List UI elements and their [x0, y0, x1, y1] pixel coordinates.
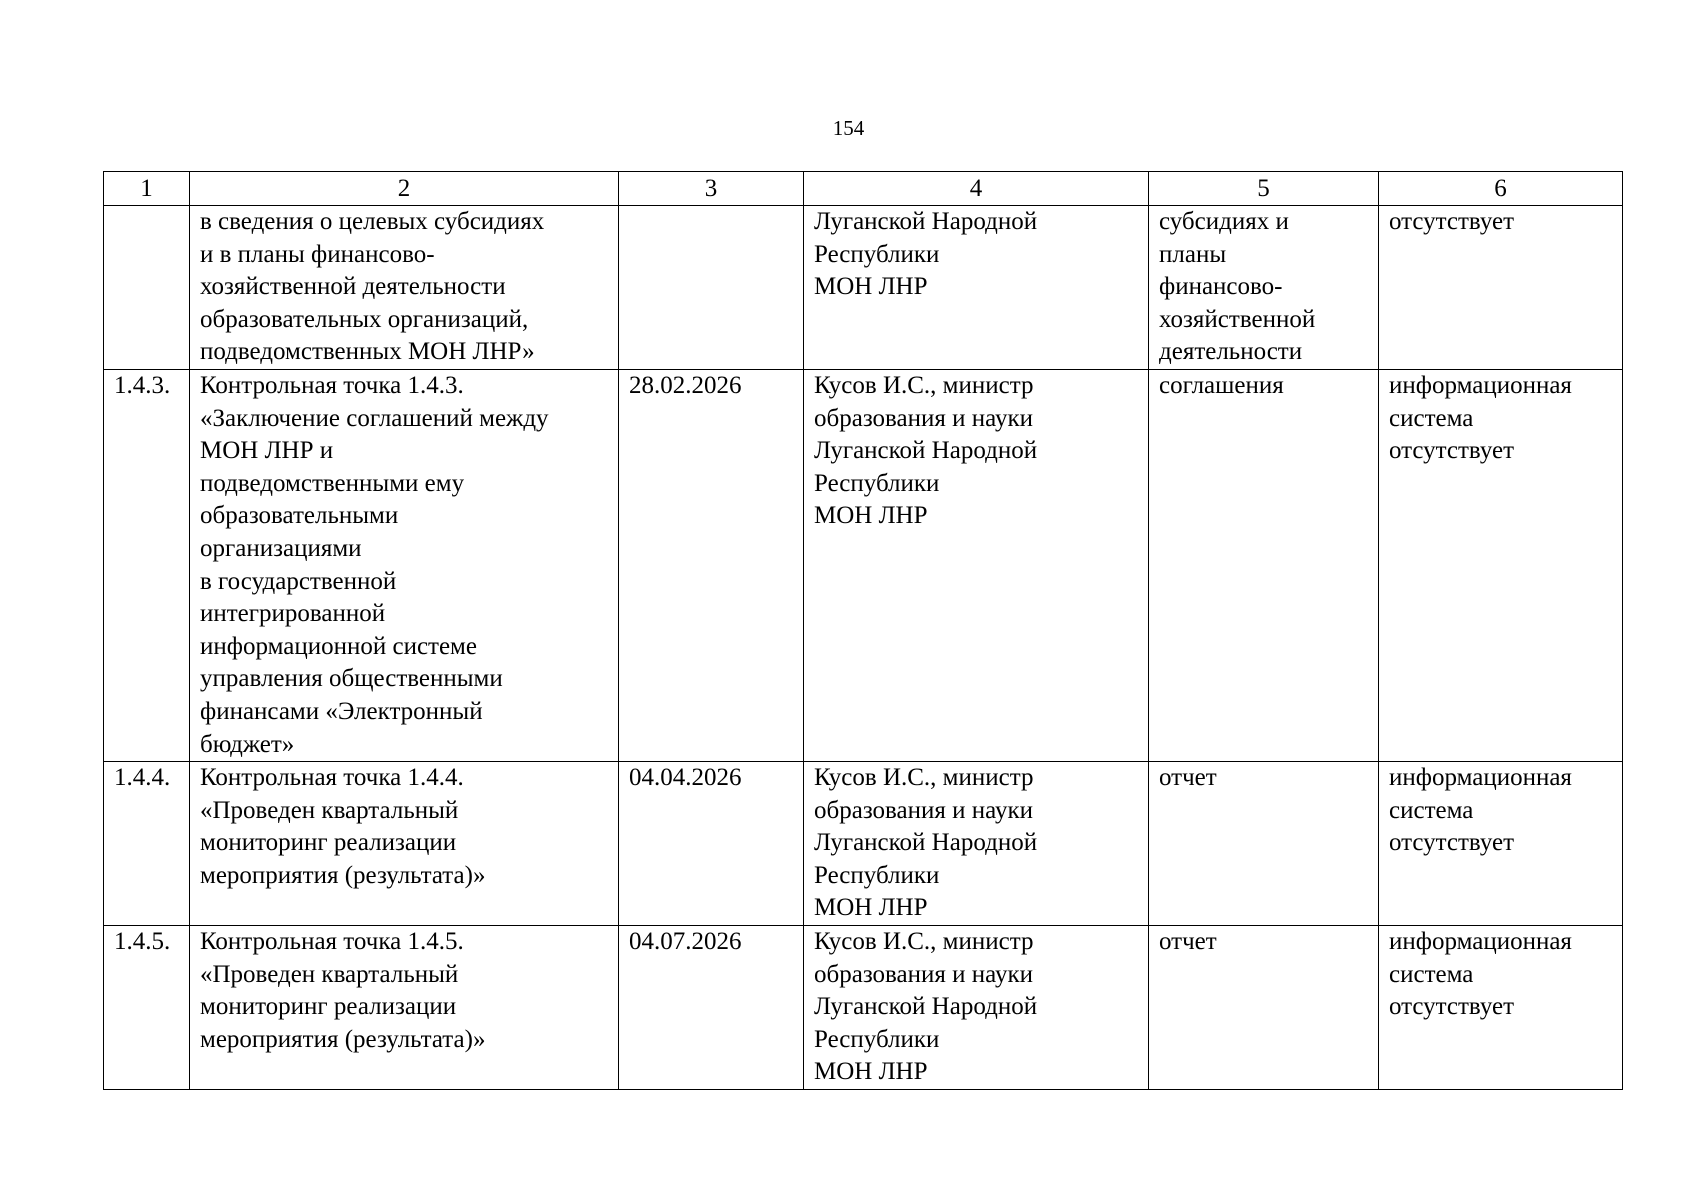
cell-text-line: система [1389, 796, 1474, 824]
cell-text-line: субсидиях и [1159, 208, 1289, 235]
cell-text-line: «Проведен квартальный [200, 796, 459, 824]
cell-text-line: информационная [1389, 764, 1572, 792]
cell-text-line: образования и науки [814, 796, 1033, 824]
info-system-cell [1379, 926, 1623, 1090]
info-system-cell [1379, 369, 1623, 761]
date-cell: 04.07.2026 [619, 926, 804, 1090]
cell-text-line: образовательными [200, 502, 399, 530]
cell-text-line: хозяйственной [1159, 305, 1316, 333]
cell-text-line: Республики [814, 1025, 940, 1053]
cell-text-line: информационная [1389, 371, 1572, 399]
cell-text-line: соглашения [1159, 371, 1284, 399]
cell-text-line: в сведения о целевых субсидиях [200, 208, 545, 235]
cell-text-line: Контрольная точка 1.4.3. [200, 371, 464, 399]
header-cell-1: 1 [104, 172, 190, 206]
cell-text-line: планы [1159, 240, 1227, 268]
date-cell: 04.04.2026 [619, 762, 804, 926]
cell-text-line: финансами «Электронный [200, 697, 483, 725]
cell-text-line: Контрольная точка 1.4.4. [200, 764, 464, 792]
header-cell-5: 5 [1149, 172, 1379, 206]
control-points-table [103, 171, 1623, 1090]
table-header-row [104, 172, 1623, 206]
cell-text-line: информационная [1389, 928, 1572, 956]
cell-text-line: интегрированной [200, 600, 386, 628]
cell-text-line: «Заключение соглашений между [200, 404, 549, 432]
cell-text-line: отчет [1159, 764, 1217, 792]
table-row [104, 926, 1623, 1090]
info-system-cell [1379, 206, 1623, 370]
responsible-cell [804, 762, 1149, 926]
header-cell-2: 2 [190, 172, 619, 206]
cell-text-line: Кусов И.С., министр [814, 928, 1034, 956]
info-system-cell [1379, 762, 1623, 926]
responsible-cell [804, 206, 1149, 370]
document-cell [1149, 762, 1379, 926]
cell-text-line: Луганской Народной [814, 208, 1038, 235]
cell-text-line: управления общественными [200, 665, 503, 693]
cell-text-line: мероприятия (результата)» [200, 861, 486, 889]
cell-text-line: мониторинг реализации [200, 829, 457, 857]
cell-text-line: МОН ЛНР [814, 502, 928, 530]
cell-text-line: организациями [200, 534, 362, 562]
description-cell [190, 762, 619, 926]
document-cell [1149, 369, 1379, 761]
cell-text-line: Кусов И.С., министр [814, 371, 1034, 399]
cell-text-line: и в планы финансово- [200, 240, 435, 268]
table-row [104, 762, 1623, 926]
cell-text-line: отчет [1159, 928, 1217, 956]
row-number-cell: 1.4.5. [104, 926, 190, 1090]
cell-text-line: МОН ЛНР [814, 894, 928, 922]
row-number-cell: 1.4.4. [104, 762, 190, 926]
cell-text-line: мероприятия (результата)» [200, 1025, 486, 1053]
cell-text-line: МОН ЛНР и [200, 437, 334, 465]
date-cell: 28.02.2026 [619, 369, 804, 761]
cell-text-line: МОН ЛНР [814, 1058, 928, 1086]
document-cell [1149, 926, 1379, 1090]
description-cell [190, 369, 619, 761]
cell-text-line: образовательных организаций, [200, 305, 529, 333]
table-row [104, 206, 1623, 370]
cell-text-line: отсутствует [1389, 437, 1515, 465]
page-number: 154 [832, 116, 865, 140]
cell-text-line: Республики [814, 240, 940, 268]
cell-text-line: финансово- [1159, 273, 1283, 301]
description-cell [190, 206, 619, 370]
cell-text-line: «Проведен квартальный [200, 960, 459, 988]
cell-text-line: система [1389, 960, 1474, 988]
cell-text-line: образования и науки [814, 404, 1033, 432]
cell-text-line: в государственной [200, 567, 397, 595]
header-cell-3: 3 [619, 172, 804, 206]
cell-text-line: отсутствует [1389, 993, 1515, 1021]
cell-text-line: Кусов И.С., министр [814, 764, 1034, 792]
cell-text-line: образования и науки [814, 960, 1033, 988]
row-number-cell: 1.4.3. [104, 369, 190, 761]
cell-text-line: Луганской Народной [814, 993, 1038, 1021]
cell-text-line: МОН ЛНР [814, 273, 928, 301]
cell-text-line: Луганской Народной [814, 829, 1038, 857]
cell-text-line: Республики [814, 469, 940, 497]
header-cell-4: 4 [804, 172, 1149, 206]
cell-text-line: деятельности [1159, 338, 1303, 366]
cell-text-line: информационной системе [200, 632, 477, 660]
date-cell [619, 206, 804, 370]
description-cell [190, 926, 619, 1090]
row-number-cell [104, 206, 190, 370]
cell-text-line: Контрольная точка 1.4.5. [200, 928, 464, 956]
cell-text-line: бюджет» [200, 730, 295, 758]
cell-text-line: подведомственных МОН ЛНР» [200, 338, 535, 366]
cell-text-line: система [1389, 404, 1474, 432]
cell-text-line: отсутствует [1389, 208, 1515, 235]
responsible-cell [804, 926, 1149, 1090]
cell-text-line: подведомственными ему [200, 469, 465, 497]
header-cell-6: 6 [1379, 172, 1623, 206]
table-row [104, 369, 1623, 761]
cell-text-line: Республики [814, 861, 940, 889]
responsible-cell [804, 369, 1149, 761]
cell-text-line: Луганской Народной [814, 437, 1038, 465]
cell-text-line: мониторинг реализации [200, 993, 457, 1021]
cell-text-line: хозяйственной деятельности [200, 273, 506, 301]
cell-text-line: отсутствует [1389, 829, 1515, 857]
document-cell [1149, 206, 1379, 370]
